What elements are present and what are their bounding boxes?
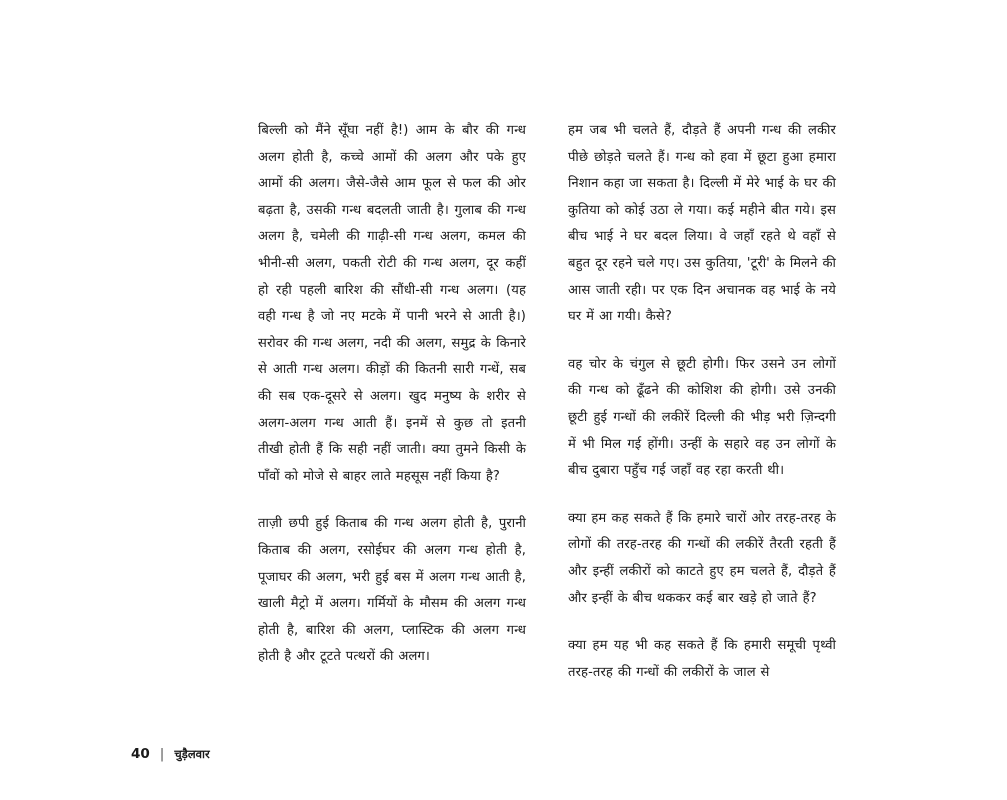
running-title: चुड़ैलवार [174,746,210,761]
footer-separator: | [159,746,165,762]
paragraph: बिल्ली को मैंने सूँघा नहीं है!) आम के बौर की गन्ध अलग होती है, कच्चे आमों की अलग और पके हुए आमों की अलग। जैसे-जैसे आम फूल से फल की ओर बढ़ता है, उसकी गन्ध बदलती जाती है। गुलाब की गन्ध अलग है, चमेली की गाढ़ी-सी गन्ध अलग, कमल की भीनी-सी अलग, पकती रोटी की गन्ध अलग, दूर कहीं हो रही पहली बारिश की सौंधी-सी गन्ध अलग। (यह वही गन्ध है जो नए मटके में पानी भरने से आती है।) सरोवर की गन्ध अलग, नदी की अलग, समुद्र के किनारे से आती गन्ध अलग। कीड़ों की कितनी सारी गन्धें, सब की सब एक-दूसरे से अलग। खुद मनुष्य के शरीर से अलग-अलग गन्ध आती हैं। इनमें से कुछ तो इतनी तीखी होती हैं कि सही नहीं जाती। क्या तुमने किसी के पाँवों को मोजे से बाहर लाते महसूस नहीं किया है? [258,123,526,484]
paragraph: क्या हम कह सकते हैं कि हमारे चारों ओर तरह-तरह के लोगों की तरह-तरह की गन्धों की लकीरें तैरती रहती हैं और इन्हीं लकीरों को काटते हुए हम चलते हैं, दौड़ते हैं और इन्हीं के बीच थककर कई बार खड़े हो जाते हैं? [568,510,836,606]
paragraph: क्या हम यह भी कह सकते हैं कि हमारी समूची पृथ्वी तरह-तरह की गन्धों की लकीरों के जाल से [568,638,836,680]
page-number: 40 [131,746,150,762]
text-columns [258,118,836,686]
page-footer [131,746,210,762]
left-text-column [258,118,526,686]
paragraph: हम जब भी चलते हैं, दौड़ते हैं अपनी गन्ध की लकीर पीछे छोड़ते चलते हैं। गन्ध को हवा में छूटा हुआ हमारा निशान कहा जा सकता है। दिल्ली में मेरे भाई के घर की कुतिया को कोई उठा ले गया। कई महीने बीत गये। इस बीच भाई ने घर बदल लिया। वे जहाँ रहते थे वहाँ से बहुत दूर रहने चले गए। उस कुतिया, 'टूरी' के मिलने की आस जाती रही। पर एक दिन अचानक वह भाई के नये घर में आ गयी। कैसे? [568,123,836,325]
right-text-column [568,118,836,686]
paragraph: ताज़ी छपी हुई किताब की गन्ध अलग होती है, पुरानी किताब की अलग, रसोईघर की अलग गन्ध होती है, पूजाघर की अलग, भरी हुई बस में अलग गन्ध आती है, खाली मैट्रो में अलग। गर्मियों के मौसम की अलग गन्ध होती है, बारिश की अलग, प्लास्टिक की अलग गन्ध होती है और टूटते पत्थरों की अलग। [258,516,526,665]
paragraph: वह चोर के चंगुल से छूटी होगी। फिर उसने उन लोगों की गन्ध को ढूँढने की कोशिश की होगी। उसे उनकी छूटी हुई गन्धों की लकीरें दिल्ली की भीड़ भरी ज़िन्दगी में भी मिल गई होंगी। उन्हीं के सहारे वह उन लोगों के बीच दुबारा पहुँच गई जहाँ वह रहा करती थी। [568,356,836,479]
